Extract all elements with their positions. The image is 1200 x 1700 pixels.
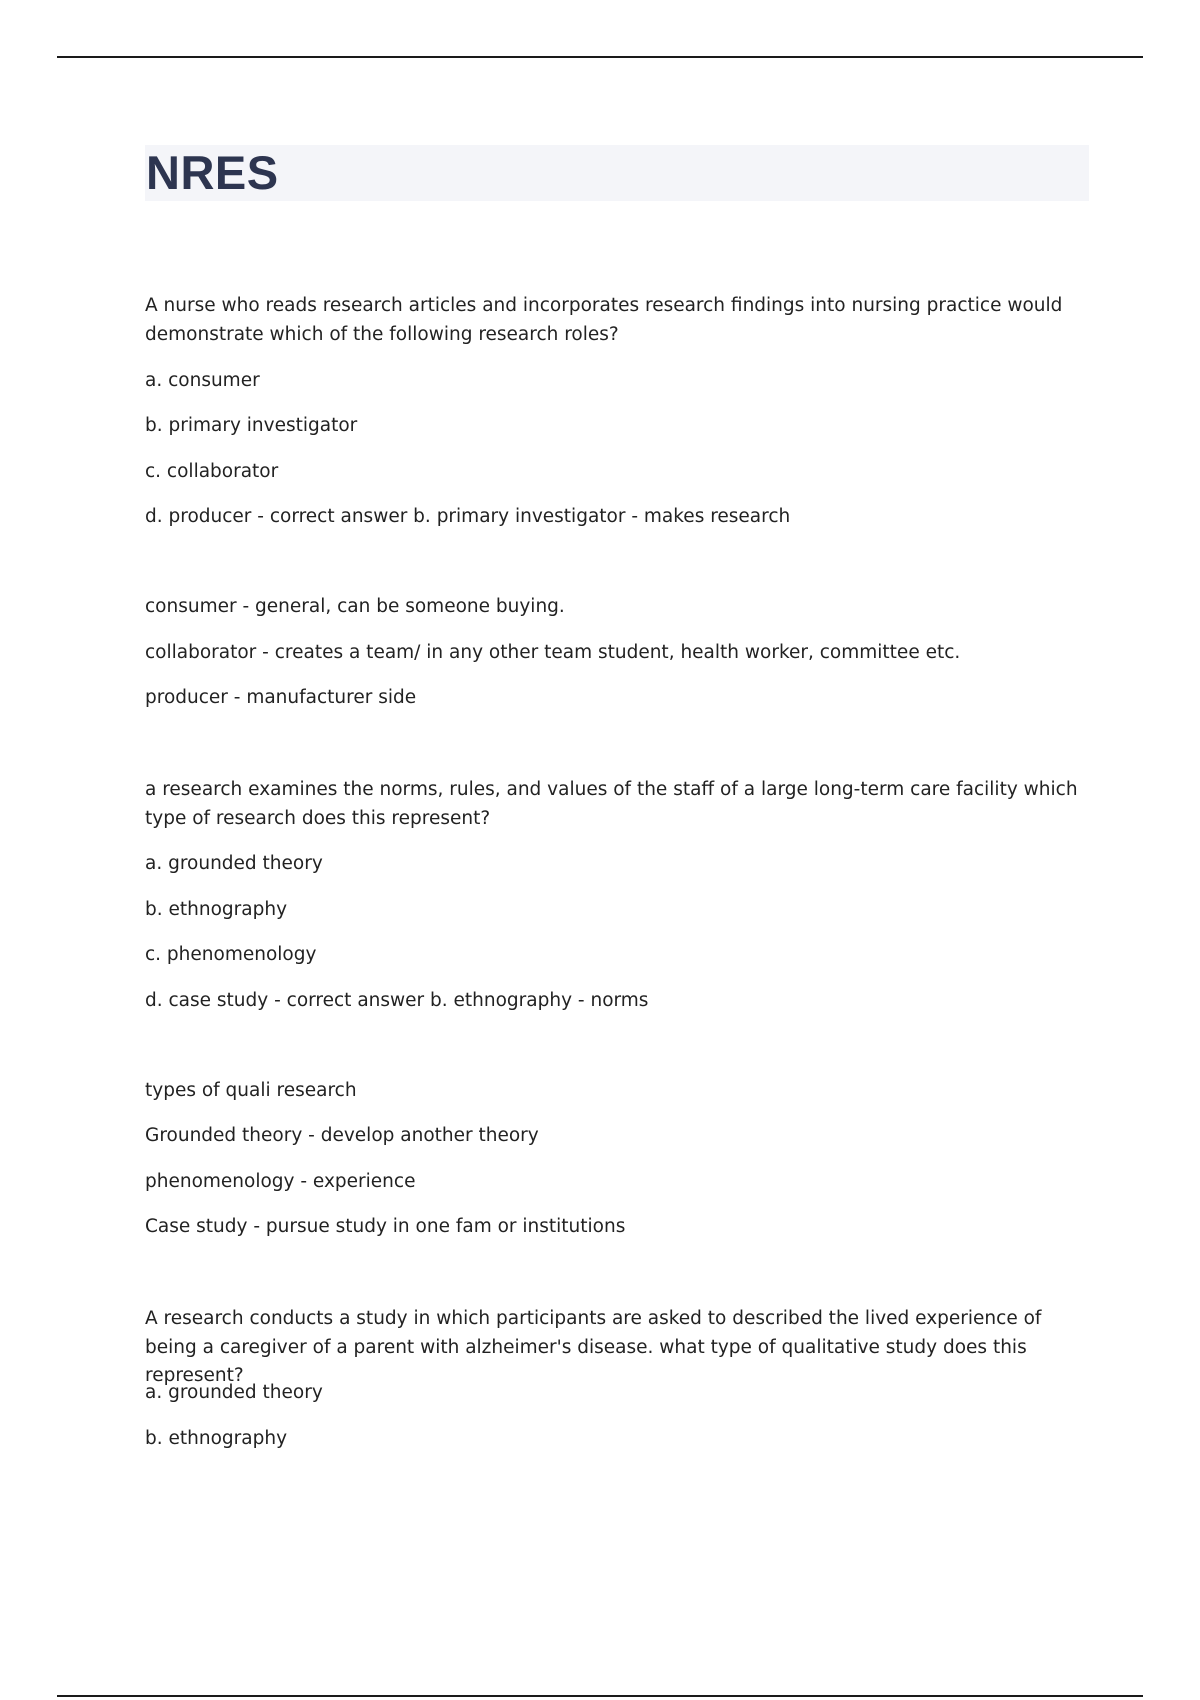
q1-option-d-answer: d. producer - correct answer b. primary investigator - makes research [145, 506, 791, 527]
question-2: a research examines the norms, rules, and values of the staff of a large long-term care facility which type of research does this represent? [145, 779, 1078, 829]
q1-note-2: collaborator - creates a team/ in any other team student, health worker, committee etc. [145, 642, 961, 663]
q2-option-d-answer: d. case study - correct answer b. ethnography - norms [145, 990, 649, 1011]
q2-note-1: types of quali research [145, 1080, 357, 1101]
bottom-rule [57, 1695, 1143, 1697]
top-rule [57, 56, 1143, 58]
q3-option-a: a. grounded theory [145, 1382, 323, 1403]
q2-note-2: Grounded theory - develop another theory [145, 1125, 539, 1146]
q2-option-a: a. grounded theory [145, 853, 323, 874]
q2-note-3: phenomenology - experience [145, 1171, 416, 1192]
title-band [145, 145, 1089, 201]
q1-option-c: c. collaborator [145, 461, 279, 482]
q1-option-b: b. primary investigator [145, 415, 358, 436]
q2-option-b: b. ethnography [145, 899, 288, 920]
question-3: A research conducts a study in which participants are asked to described the lived experience of being a caregiver of a parent with alzheimer's disease. what type of qualitative study does this represent? [145, 1308, 1042, 1386]
q1-note-1: consumer - general, can be someone buying. [145, 596, 565, 617]
q2-note-4: Case study - pursue study in one fam or institutions [145, 1216, 626, 1237]
page-title: NRES [146, 146, 279, 199]
q1-note-3: producer - manufacturer side [145, 687, 417, 708]
question-1: A nurse who reads research articles and incorporates research findings into nursing practice would demonstrate which of the following research roles? [145, 295, 1063, 345]
q3-option-b: b. ethnography [145, 1428, 288, 1449]
q2-option-c: c. phenomenology [145, 944, 317, 965]
q1-option-a: a. consumer [145, 370, 260, 391]
